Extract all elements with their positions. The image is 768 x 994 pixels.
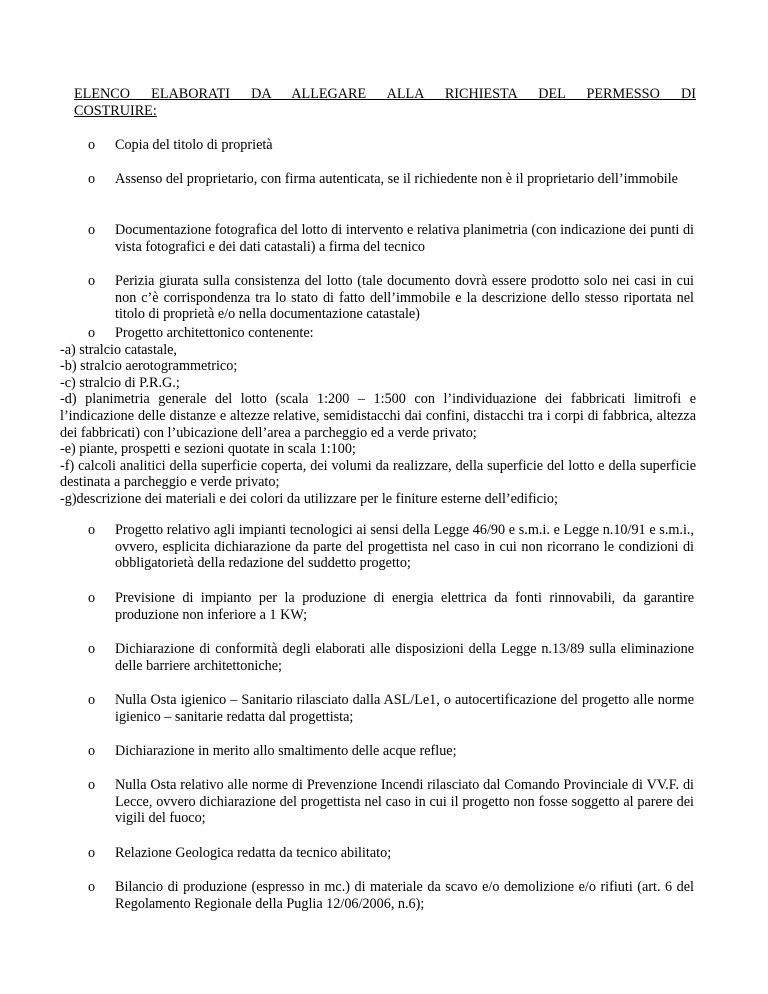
list-item xyxy=(88,590,694,623)
list-item xyxy=(88,743,694,760)
list-item-text: Previsione di impianto per la produzione di energia elettrica da fonti rinnovabili, da garantire produzione non inferiore a 1 KW; xyxy=(115,590,694,623)
list-item-text: Progetto relativo agli impianti tecnologici ai sensi della Legge 46/90 e s.m.i. e Legge n.10/91 e s.m.i., ovvero, esplicita dichiarazione da parte del progettista nel caso in cui non ricorrano le condizioni di obbligatorietà della redazione del suddetto progetto; xyxy=(115,522,694,572)
bullet-icon: o xyxy=(88,325,96,341)
bullet-icon: o xyxy=(88,222,96,238)
project-heading-text: Progetto architettonico contenente: xyxy=(115,325,314,341)
bullet-icon: o xyxy=(88,692,96,708)
list-item-text: Bilancio di produzione (espresso in mc.) di materiale da scavo e/o demolizione e/o rifiuti (art. 6 del Regolamento Regionale della Puglia 12/06/2006, n.6); xyxy=(115,879,694,912)
list-item xyxy=(88,641,694,674)
project-subitem: -d) planimetria generale del lotto (scala 1:200 – 1:500 con l’individuazione dei fabbricati limitrofi e l’indicazione delle distanze e altezze relative, semidistacchi dai confini, distacchi tra i corpi di fabbrica, altezza dei fabbricati) con l’ubicazione dell’area a parcheggio ed a verde privato; xyxy=(60,391,696,441)
bullet-icon: o xyxy=(88,273,96,289)
list-item-text: Perizia giurata sulla consistenza del lotto (tale documento dovrà essere prodotto solo nei casi in cui non c’è corrispondenza tra lo stato di fatto dell’immobile e la descrizione dello stesso riportata nel titolo di proprietà e/o nella documentazione catastale) xyxy=(115,273,694,323)
list-item-text: Copia del titolo di proprietà xyxy=(115,137,273,153)
project-subitem: -a) stralcio catastale, xyxy=(60,341,177,358)
list-item-text: Nulla Osta relativo alle norme di Prevenzione Incendi rilasciato dal Comando Provinciale di VV.F. di Lecce, ovvero dichiarazione del progettista nel caso in cui il progetto non fosse soggetto al parere dei vigili del fuoco; xyxy=(115,777,694,827)
list-item xyxy=(88,879,694,912)
list-item-text: Dichiarazione in merito allo smaltimento delle acque reflue; xyxy=(115,743,457,759)
project-heading xyxy=(88,325,696,342)
bullet-icon: o xyxy=(88,590,96,606)
bullet-icon: o xyxy=(88,641,96,657)
bullet-icon: o xyxy=(88,743,96,759)
bullet-icon: o xyxy=(88,137,96,153)
project-subitem: -f) calcoli analitici della superficie coperta, dei volumi da realizzare, della superficie del lotto e della superficie destinata a parcheggio e verde privato; xyxy=(60,457,696,491)
bullet-icon: o xyxy=(88,522,96,538)
bullet-icon: o xyxy=(88,777,96,793)
document-title xyxy=(74,86,696,119)
list-item xyxy=(88,273,694,323)
list-item-text: Assenso del proprietario, con firma autenticata, se il richiedente non è il proprietario dell’immobile xyxy=(115,171,678,187)
list-item xyxy=(88,522,694,572)
project-subitem: -e) piante, prospetti e sezioni quotate in scala 1:100; xyxy=(60,441,356,458)
title-line-2: COSTRUIRE: xyxy=(74,102,157,119)
project-subitem: -b) stralcio aerotogrammetrico; xyxy=(60,358,238,375)
list-item xyxy=(88,692,694,725)
list-item xyxy=(88,777,694,827)
list-item-text: Relazione Geologica redatta da tecnico abilitato; xyxy=(115,845,392,861)
list-item xyxy=(88,845,694,862)
bullet-icon: o xyxy=(88,879,96,895)
title-line-1: ELENCO ELABORATI DA ALLEGARE ALLA RICHIESTA DEL PERMESSO DI xyxy=(74,86,696,102)
list-item-text: Dichiarazione di conformità degli elaborati alle disposizioni della Legge n.13/89 sulla eliminazione delle barriere architettoniche; xyxy=(115,641,694,674)
list-item xyxy=(88,137,694,154)
list-item xyxy=(88,171,694,188)
project-subitem: -c) stralcio di P.R.G.; xyxy=(60,374,180,391)
list-item xyxy=(88,222,694,255)
project-section xyxy=(60,325,696,508)
project-subitem: -g)descrizione dei materiali e dei colori da utilizzare per le finiture esterne dell’edificio; xyxy=(60,490,558,507)
list-item-text: Nulla Osta igienico – Sanitario rilasciato dalla ASL/Le1, o autocertificazione del progetto alle norme igienico – sanitarie redatta dal progettista; xyxy=(115,692,694,725)
list-item-text: Documentazione fotografica del lotto di intervento e relativa planimetria (con indicazione dei punti di vista fotografici e dei dati catastali) a firma del tecnico xyxy=(115,222,694,255)
bullet-icon: o xyxy=(88,845,96,861)
bullet-icon: o xyxy=(88,171,96,187)
